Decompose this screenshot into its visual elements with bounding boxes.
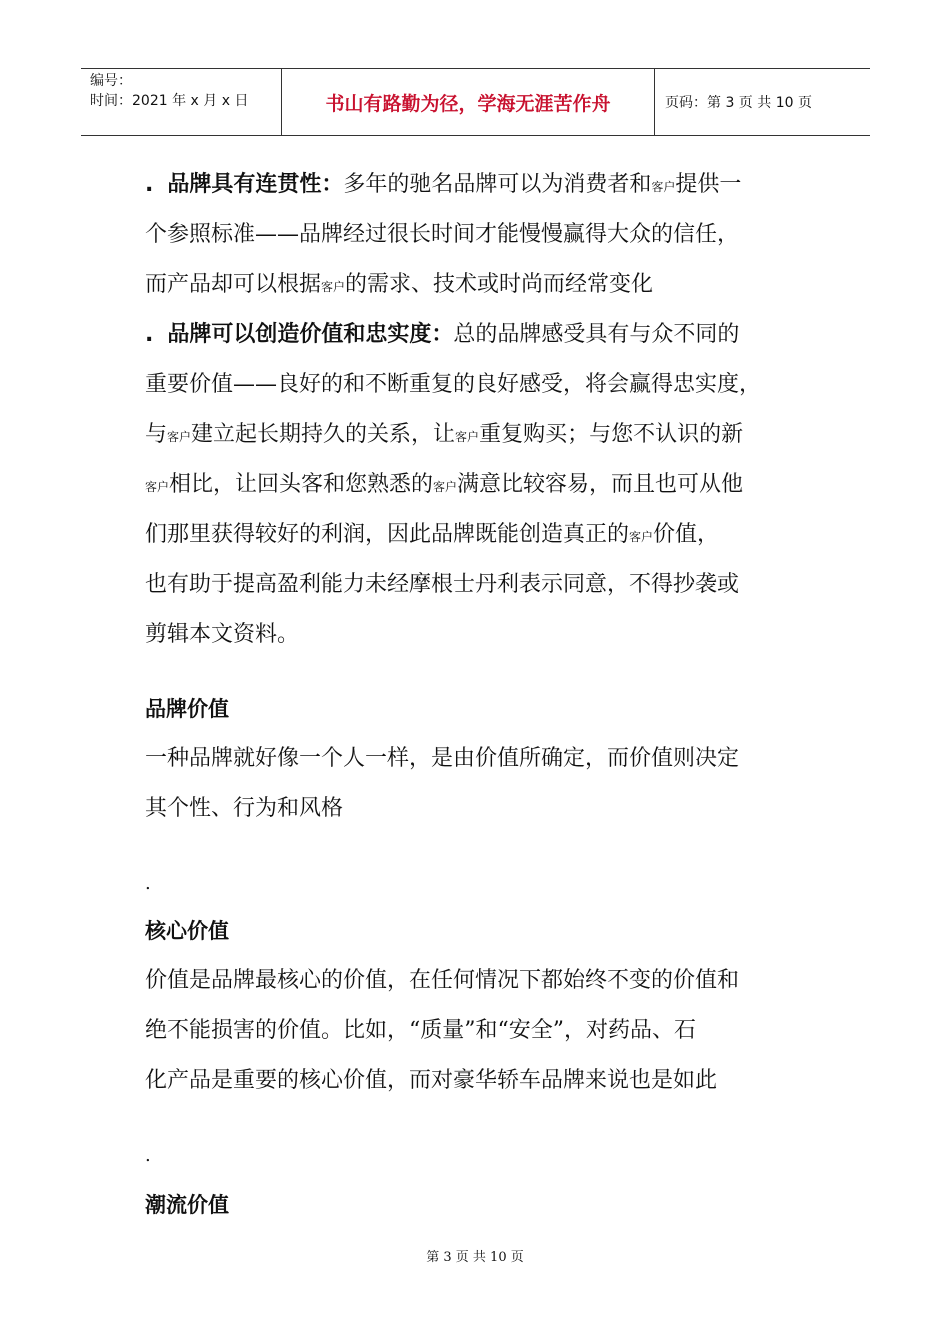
header-page-code: 页码：第 3 页 共 10 页 bbox=[665, 95, 812, 111]
kehu-word: 客户 bbox=[629, 530, 654, 544]
section2-line1: 价值是品牌最核心的价值，在任何情况下都始终不变的价值和 bbox=[145, 968, 740, 993]
para2-text: 总的品牌感受具有与众不同的 bbox=[453, 322, 740, 347]
kehu-word: 客户 bbox=[167, 430, 192, 444]
section1-line1: 一种品牌就好像一个人一样，是由价值所确定，而价值则决定 bbox=[145, 746, 740, 771]
spacer bbox=[145, 660, 810, 684]
section2-dot: . bbox=[145, 1145, 151, 1166]
para1-bullet: . bbox=[145, 172, 154, 197]
spacer bbox=[145, 896, 810, 906]
time-label: 时间：2021 年 x 月 x 日 bbox=[90, 93, 249, 109]
kehu-word: 客户 bbox=[455, 430, 480, 444]
para2-line7: 剪辑本文资料。 bbox=[145, 622, 300, 647]
para1-colon: ： bbox=[321, 172, 344, 197]
para2-bullet: . bbox=[145, 322, 154, 347]
para2-text: 相比，让回头客和您熟悉的 bbox=[169, 472, 434, 497]
para2-line1 bbox=[145, 310, 810, 360]
spacer bbox=[145, 834, 810, 872]
para2-line4 bbox=[145, 460, 810, 510]
kehu-word: 客户 bbox=[433, 480, 458, 494]
section-heading-brand-value: 品牌价值 bbox=[145, 697, 229, 721]
spacer bbox=[145, 1106, 810, 1144]
para2-text: 们那里获得较好的利润，因此品牌既能创造真正的 bbox=[145, 522, 630, 547]
para1-line3 bbox=[145, 260, 810, 310]
para1-text: 提供一 bbox=[675, 172, 742, 197]
section1-dot: . bbox=[145, 873, 151, 894]
para2-title: 品牌可以创造价值和忠实度 bbox=[167, 322, 432, 347]
number-label: 编号： bbox=[90, 73, 132, 89]
para2-colon: ： bbox=[431, 322, 454, 347]
para1-text: 多年的驰名品牌可以为消费者和 bbox=[343, 172, 652, 197]
kehu-word: 客户 bbox=[321, 280, 346, 294]
section1-line2: 其个性、行为和风格 bbox=[145, 796, 344, 821]
document-body bbox=[145, 160, 810, 1230]
section-heading-trend-value: 潮流价值 bbox=[145, 1193, 229, 1217]
kehu-word: 客户 bbox=[145, 480, 170, 494]
spacer bbox=[145, 1168, 810, 1180]
para1-text: 的需求、技术或时尚而经常变化 bbox=[345, 272, 654, 297]
header-meta bbox=[81, 69, 282, 135]
para1-text: 而产品却可以根据 bbox=[145, 272, 322, 297]
section-heading-core-value: 核心价值 bbox=[145, 919, 229, 943]
para2-text: 满意比较容易，而且也可从他 bbox=[457, 472, 744, 497]
para2-text: 建立起长期持久的关系，让 bbox=[191, 422, 456, 447]
section2-line2: 绝不能损害的价值。比如，“质量”和“安全”，对药品、石 bbox=[145, 1018, 696, 1043]
section2-line3: 化产品是重要的核心价值，而对豪华轿车品牌来说也是如此 bbox=[145, 1068, 718, 1093]
para1-line2: 个参照标准——品牌经过很长时间才能慢慢赢得大众的信任， bbox=[145, 222, 740, 247]
para2-line2: 重要价值——良好的和不断重复的良好感受，将会赢得忠实度， bbox=[145, 372, 762, 397]
para2-line5 bbox=[145, 510, 810, 560]
para2-text: 价值， bbox=[653, 522, 720, 547]
para2-line6: 也有助于提高盈利能力未经摩根士丹利表示同意，不得抄袭或 bbox=[145, 572, 740, 597]
para2-line3 bbox=[145, 410, 810, 460]
page-footer: 第 3 页 共 10 页 bbox=[426, 1250, 524, 1265]
header-motto: 书山有路勤为径，学海无涯苦作舟 bbox=[282, 69, 655, 135]
document-header bbox=[81, 68, 870, 136]
kehu-word: 客户 bbox=[651, 180, 676, 194]
para2-text: 重复购买；与您不认识的新 bbox=[479, 422, 744, 447]
para2-text: 与 bbox=[145, 422, 168, 447]
para1-title: 品牌具有连贯性 bbox=[167, 172, 322, 197]
para1-line1 bbox=[145, 160, 810, 210]
